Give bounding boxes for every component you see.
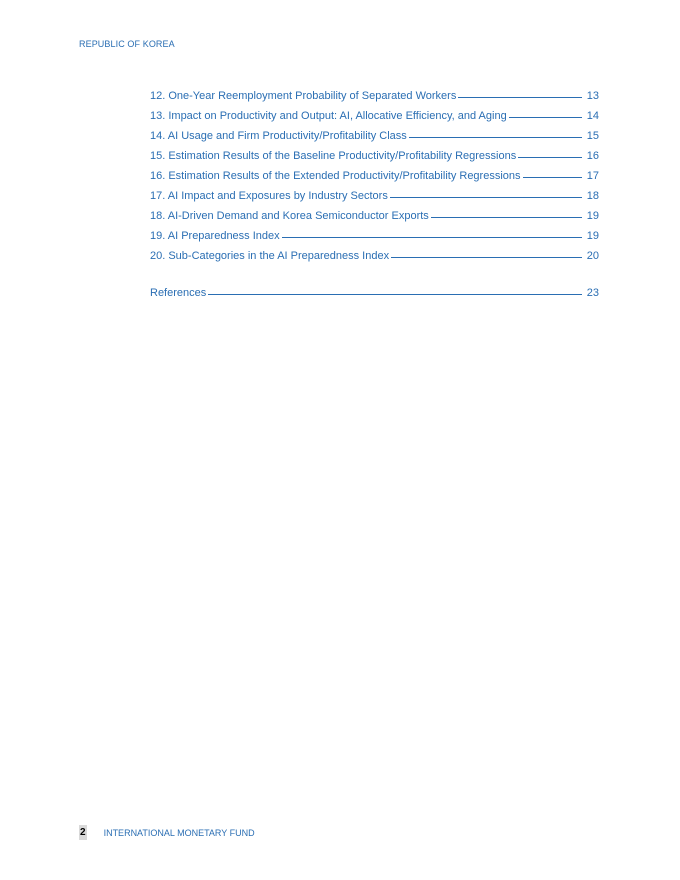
- toc-entry-15[interactable]: [150, 142, 599, 162]
- toc-entry-14[interactable]: [150, 122, 599, 142]
- toc-entry-title: 17. AI Impact and Exposures by Industry Sectors: [150, 190, 388, 202]
- toc-entry-title: 16. Estimation Results of the Extended Productivity/Profitability Regressions: [150, 170, 521, 182]
- toc-leader: [409, 137, 582, 138]
- toc-entry-page: 15: [586, 130, 599, 142]
- toc-entry-13[interactable]: [150, 102, 599, 122]
- toc-leader: [518, 157, 582, 158]
- footer-text: INTERNATIONAL MONETARY FUND: [103, 827, 255, 838]
- running-header: REPUBLIC OF KOREA: [79, 39, 175, 49]
- toc-entry-title: 14. AI Usage and Firm Productivity/Profitability Class: [150, 130, 407, 142]
- running-footer: [79, 825, 255, 840]
- toc-entry-page: 23: [586, 287, 599, 299]
- toc-entry-page: 20: [586, 250, 599, 262]
- toc-entry-20[interactable]: [150, 242, 599, 262]
- toc-entry-title: 12. One-Year Reemployment Probability of Separated Workers: [150, 90, 457, 102]
- toc-entry-18[interactable]: [150, 202, 599, 222]
- toc-leader: [431, 217, 582, 218]
- toc-entry-19[interactable]: [150, 222, 599, 242]
- toc-spacer: [150, 262, 599, 279]
- toc-leader: [391, 257, 582, 258]
- toc-entry-title: 18. AI-Driven Demand and Korea Semiconductor Exports: [150, 210, 429, 222]
- toc-entry-title: 19. AI Preparedness Index: [150, 230, 280, 242]
- toc-entry-title: 20. Sub-Categories in the AI Preparedness Index: [150, 250, 390, 262]
- toc-entry-page: 18: [586, 190, 599, 202]
- toc-entry-page: 17: [586, 170, 599, 182]
- toc-leader: [523, 177, 582, 178]
- toc-entry-page: 19: [586, 210, 599, 222]
- table-of-contents: [150, 82, 599, 299]
- toc-entry-title: References: [150, 287, 207, 299]
- toc-entry-17[interactable]: [150, 182, 599, 202]
- toc-leader: [458, 97, 582, 98]
- toc-leader: [390, 197, 582, 198]
- toc-entry-title: 13. Impact on Productivity and Output: AI, Allocative Efficiency, and Aging: [150, 110, 507, 122]
- toc-entry-page: 19: [586, 230, 599, 242]
- toc-entry-page: 14: [586, 110, 599, 122]
- toc-leader: [282, 237, 582, 238]
- toc-entry-12[interactable]: [150, 82, 599, 102]
- toc-entry-16[interactable]: [150, 162, 599, 182]
- toc-entry-page: 13: [586, 90, 599, 102]
- page-number: 2: [80, 827, 86, 838]
- toc-leader: [509, 117, 582, 118]
- toc-entry-references[interactable]: [150, 279, 599, 299]
- toc-entry-title: 15. Estimation Results of the Baseline Productivity/Profitability Regressions: [150, 150, 517, 162]
- toc-entry-page: 16: [586, 150, 599, 162]
- toc-leader: [208, 294, 582, 295]
